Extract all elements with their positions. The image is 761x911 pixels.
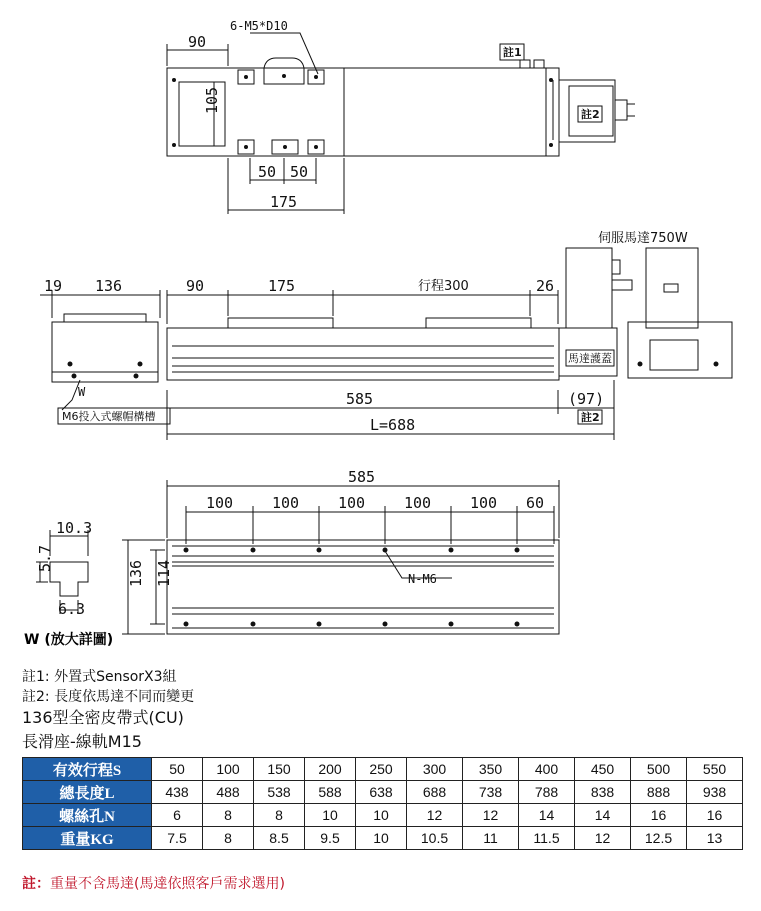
top-view-body [167,68,559,156]
detail-6-3: 6.3 [58,600,86,618]
spec-cell: 200 [305,758,356,781]
spec-row-header: 重量KG [23,827,152,850]
spec-row-header: 螺絲孔N [23,804,152,827]
spec-cell: 10 [356,827,407,850]
top-dim-50a: 50 [258,163,277,181]
spec-cell: 14 [575,804,631,827]
spec-row-header: 總長度L [23,781,152,804]
spec-cell: 13 [687,827,743,850]
side-dim-L: L=688 [370,416,416,434]
spec-cell: 11.5 [519,827,575,850]
spec-cell: 550 [687,758,743,781]
spec-cell: 100 [203,758,254,781]
spec-cell: 8 [254,804,305,827]
spec-cell: 938 [687,781,743,804]
spec-cell: 50 [152,758,203,781]
spec-cell: 638 [356,781,407,804]
spec-cell: 6 [152,804,203,827]
spec-cell: 9.5 [305,827,356,850]
side-dim-19: 19 [44,277,63,295]
spec-cell: 250 [356,758,407,781]
detail-10-3: 10.3 [56,519,93,537]
top-callout-holes: 6-M5*D10 [230,19,288,33]
spec-cell: 488 [203,781,254,804]
spec-cell: 500 [631,758,687,781]
footnote [22,873,285,893]
note-2: 註2: 長度依馬達不同而變更 [22,689,195,705]
spec-cell: 12 [407,804,463,827]
spec-cell: 538 [254,781,305,804]
top-dim-50b: 50 [290,163,309,181]
spec-cell: 7.5 [152,827,203,850]
spec-cell: 12 [575,827,631,850]
pitch-5: 100 [470,494,498,512]
spec-cell: 350 [463,758,519,781]
servo-label: 伺服馬達750W [598,231,688,246]
bottom-view-body [167,540,559,634]
bottom-dim-114: 114 [155,559,173,587]
spec-cell: 16 [631,804,687,827]
spec-cell: 8 [203,804,254,827]
spec-row [23,758,743,781]
detail-title: W (放大詳圖) [24,632,114,648]
top-dim-90: 90 [188,33,207,51]
top-note2-tag: 註2 [581,108,600,121]
spec-cell: 450 [575,758,631,781]
top-note1-tag: 註1 [503,46,522,59]
bottom-callout-holes: N-M6 [408,572,437,586]
spec-cell: 888 [631,781,687,804]
w-marker: W [78,385,86,399]
spec-row-header: 有效行程S [23,758,152,781]
top-dim-105: 105 [203,86,221,114]
side-dim-97: (97) [568,390,605,408]
spec-cell: 400 [519,758,575,781]
pitch-2: 100 [272,494,300,512]
spec-cell: 12.5 [631,827,687,850]
spec-cell: 588 [305,781,356,804]
note-1: 註1: 外置式SensorX3組 [22,669,177,685]
side-note2-tag: 註2 [581,411,600,424]
side-stroke: 行程300 [418,279,469,294]
pitch-3: 100 [338,494,366,512]
spec-row [23,781,743,804]
side-dim-90: 90 [186,277,205,295]
screw-cap-label: M6投入式螺帽構槽 [62,410,156,423]
model-title: 136型全密皮帶式(CU) [22,708,184,727]
spec-cell: 11 [463,827,519,850]
spec-cell: 10 [305,804,356,827]
spec-cell: 16 [687,804,743,827]
spec-row [23,827,743,850]
footnote-text: 重量不含馬達(馬達依照客戶需求選用) [50,876,285,892]
spec-cell: 838 [575,781,631,804]
spec-cell: 688 [407,781,463,804]
pitch-4: 100 [404,494,432,512]
spec-cell: 10 [356,804,407,827]
spec-cell: 8.5 [254,827,305,850]
side-dim-175: 175 [268,277,296,295]
spec-table [22,757,743,850]
bottom-dim-585: 585 [348,468,376,486]
pitch-6: 60 [526,494,545,512]
spec-cell: 8 [203,827,254,850]
footnote-label: 註： [22,876,50,892]
top-dim-175: 175 [270,193,298,211]
spec-cell: 14 [519,804,575,827]
side-dim-585: 585 [346,390,374,408]
spec-cell: 738 [463,781,519,804]
guide-title: 長滑座-線軌M15 [22,732,142,751]
spec-row [23,804,743,827]
top-view [167,33,635,214]
spec-cell: 12 [463,804,519,827]
motor-cover-label: 馬達護蓋 [568,352,612,365]
spec-cell: 10.5 [407,827,463,850]
side-dim-136: 136 [95,277,123,295]
spec-cell: 150 [254,758,305,781]
detail-5-7: 5.7 [36,544,54,572]
side-dim-26: 26 [536,277,555,295]
spec-cell: 438 [152,781,203,804]
bottom-dim-136: 136 [127,559,145,587]
spec-cell: 300 [407,758,463,781]
spec-cell: 788 [519,781,575,804]
pitch-1: 100 [206,494,234,512]
